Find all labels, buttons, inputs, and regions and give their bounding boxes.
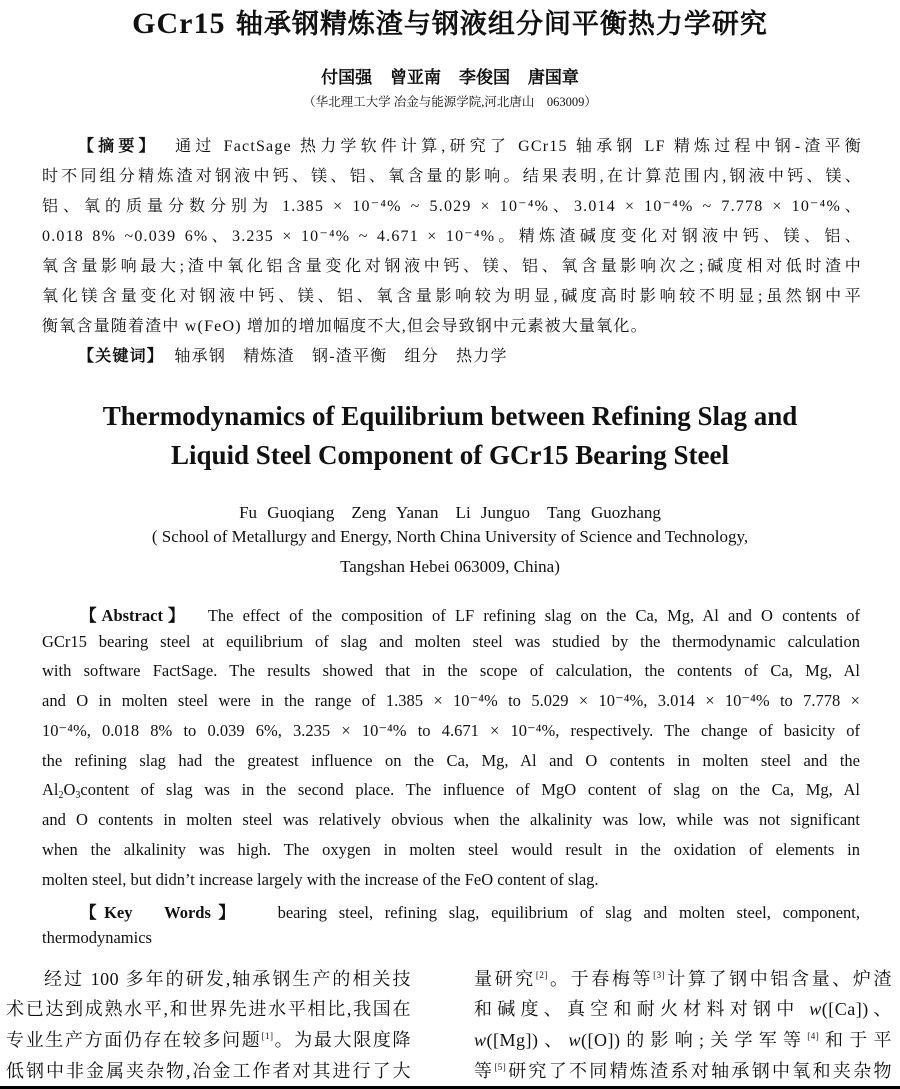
keywords-en-list: bearing steel, refining slag, equilibrium of slag and molten steel, component, — [277, 903, 861, 922]
citation-ref[interactable]: [3] — [653, 970, 666, 980]
citation-ref[interactable]: [5] — [494, 1062, 507, 1072]
affiliation-cn: （华北理工大学 冶金与能源学院,河北唐山 063009） — [303, 95, 597, 109]
affiliation-en-line1: ( School of Metallurgy and Energy, North China University of Science and Technology, — [151, 527, 749, 546]
abstract-cn-line: 衡氧含量随着渣中 w(FeO) 增加的增加幅度不大,但会导致钢中元素被大量氧化。 — [42, 318, 648, 335]
paper-title-en-line1: Thermodynamics of Equilibrium between Refining Slag and — [102, 401, 798, 431]
body-line: 经过 100 多年的研发,轴承钢生产的相关技 — [44, 969, 411, 989]
abstract-cn-line: 0.018 8% ~0.039 6%、3.235 × 10⁻⁴% ~ 4.671 × 10⁻⁴%。精炼渣碱度变化对钢液中钙、镁、铝、 — [42, 228, 862, 245]
keywords-en — [80, 899, 860, 923]
paper-title-cn — [0, 2, 900, 41]
keywords-en-continued: thermodynamics — [42, 928, 152, 947]
keywords-cn-label: 【关键词】 — [78, 346, 165, 365]
body-line: 专业生产方面仍存在较多问题[1]。为最大限度降 — [6, 1030, 412, 1050]
body-line: 低钢中非金属夹杂物,冶金工作者对其进行了大 — [6, 1061, 411, 1081]
abstract-cn-line: 氧化镁含量变化对钢液中钙、镁、铝、氧含量影响较为明显,碱度高时影响较不明显;虽然钢中平 — [42, 288, 862, 305]
citation-ref[interactable]: [2] — [535, 970, 548, 980]
body-line: 量研究[2]。于春梅等[3]计算了钢中铝含量、炉渣 — [474, 969, 892, 989]
abstract-en-line: GCr15 bearing steel at equilibrium of slag and molten steel was studied by the thermodynamic calculation — [42, 632, 860, 651]
body-line: 和碱度、真空和耐火材料对钢中 w([Ca])、 — [474, 999, 892, 1019]
abstract-en-line: and O contents in molten steel was relatively obvious when the alkalinity was low, while was not significant — [42, 810, 860, 829]
abstract-en-line: and O in molten steel were in the range of 1.385 × 10⁻⁴% to 5.029 × 10⁻⁴%, 3.014 × 10⁻⁴% to 7.778 × — [42, 691, 860, 710]
abstract-cn-label: 【摘要】 — [78, 136, 159, 155]
keywords-en-label: 【Key Words】 — [80, 903, 243, 922]
abstract-en-line: with software FactSage. The results showed that in the scope of calculation, the contents of Ca, Mg, Al — [42, 661, 860, 680]
abstract-en-line: when the alkalinity was high. The oxygen in molten steel would result in the oxidation of elements in — [42, 840, 860, 859]
abstract-en-label: 【Abstract】 — [80, 606, 190, 625]
affiliation-en-line2: Tangshan Hebei 063009, China) — [340, 557, 560, 576]
abstract-en-line: molten steel, but didn’t increase largely with the increase of the FeO content of slag. — [42, 870, 599, 889]
citation-ref[interactable]: [1] — [261, 1031, 274, 1041]
abstract-en-line: $Al_2O_3content$ of slag was in the second place. The influence of MgO content of slag on the Ca, Mg, Al — [42, 780, 860, 801]
paper-title-cn-text: 轴承钢精炼渣与钢液组分间平衡热力学研究 — [225, 9, 768, 40]
keywords-cn-list: 轴承钢 精炼渣 钢-渣平衡 组分 热力学 — [174, 348, 508, 365]
abstract-cn-line: 铝、氧的质量分数分别为 1.385 × 10⁻⁴% ~ 5.029 × 10⁻⁴%、3.014 × 10⁻⁴% ~ 7.778 × 10⁻⁴%、 — [42, 198, 862, 215]
body-line: w([Mg])、w([O])的影响;关学军等[4]和于平 — [474, 1030, 892, 1050]
paper-title-en-line2: Liquid Steel Component of GCr15 Bearing Steel — [171, 440, 729, 470]
abstract-en-line: 10⁻⁴%, 0.018 8% to 0.039 6%, 3.235 × 10⁻⁴% to 4.671 × 10⁻⁴%, respectively. The change of basicity of — [42, 721, 860, 740]
citation-ref[interactable]: [4] — [807, 1031, 820, 1041]
authors-en: Fu Guoqiang Zeng Yanan Li Junguo Tang Guozhang — [239, 503, 661, 522]
authors-cn: 付国强 曾亚南 李俊国 唐国章 — [321, 68, 579, 88]
paper-title-cn-latin: GCr15 — [132, 7, 226, 40]
body-line: 术已达到成熟水平,和世界先进水平相比,我国在 — [6, 999, 411, 1019]
abstract-cn-line: 【摘要】 通过 FactSage 热力学软件计算,研究了 GCr15 轴承钢 LF 精炼过程中钢-渣平衡 — [78, 136, 862, 155]
abstract-en-line: the refining slag had the greatest influence on the Ca, Mg, Al and O contents in molten steel and the — [42, 751, 860, 770]
abstract-cn-line: 时不同组分精炼渣对钢液中钙、镁、铝、氧含量的影响。结果表明,在计算范围内,钢液中钙、镁、 — [42, 168, 862, 185]
keywords-cn — [78, 343, 508, 366]
body-line: 等[5]研究了不同精炼渣系对轴承钢中氧和夹杂物 — [474, 1061, 893, 1081]
abstract-cn-line: 氧含量影响最大;渣中氧化铝含量变化对钢液中钙、镁、铝、氧含量影响次之;碱度相对低时渣中 — [42, 258, 862, 275]
abstract-en-line: 【Abstract】 The effect of the composition of LF refining slag on the Ca, Mg, Al and O contents of — [80, 606, 860, 625]
